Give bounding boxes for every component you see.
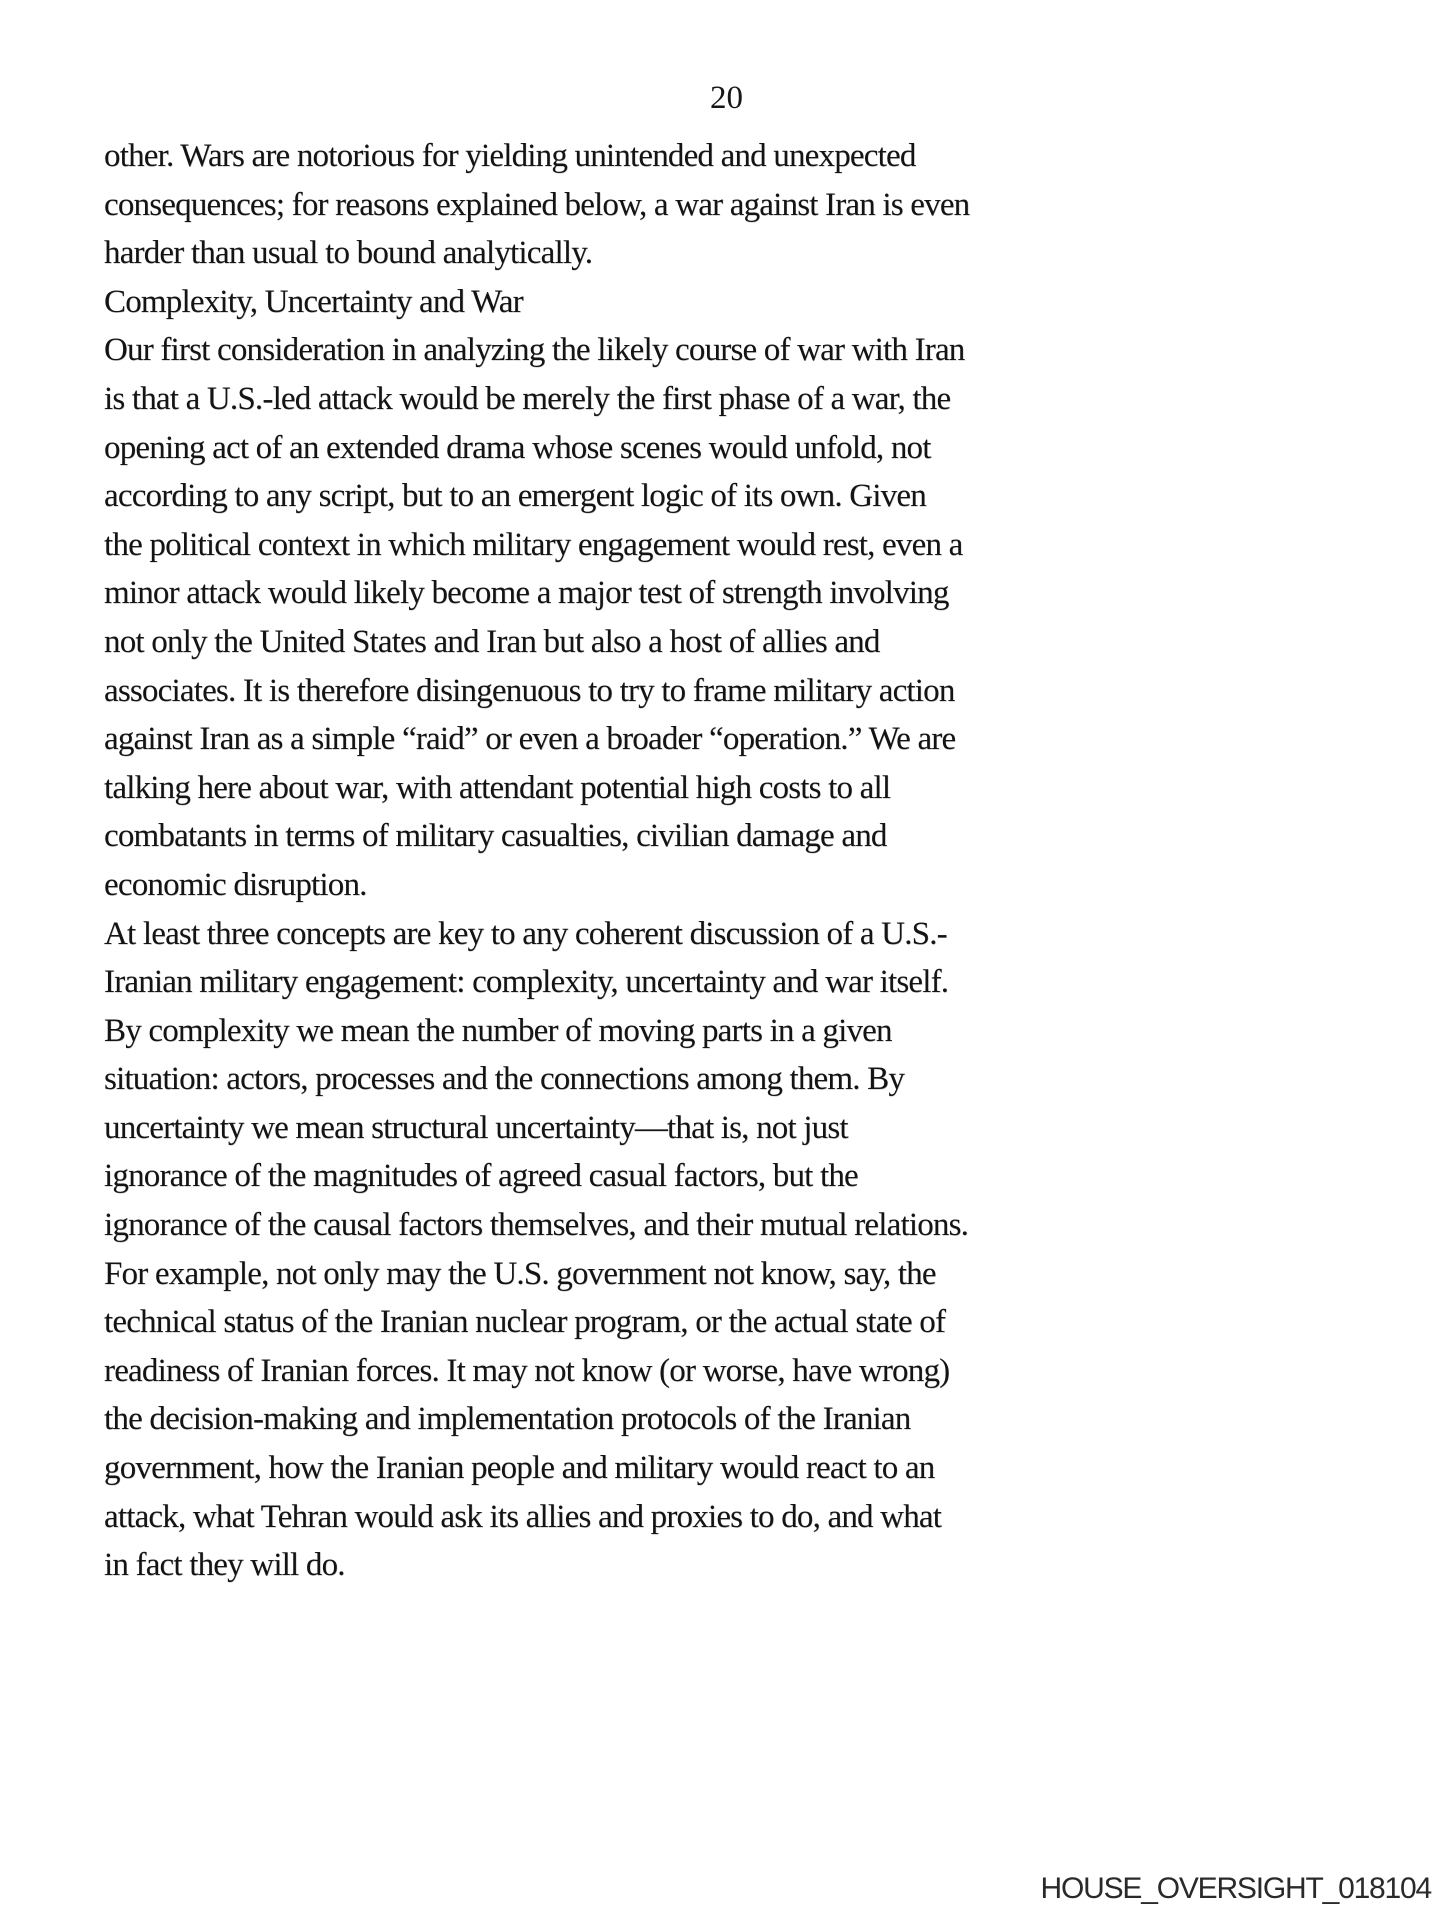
text-line: uncertainty we mean structural uncertainty—that is, not just [104,1109,848,1146]
text-line: against Iran as a simple “raid” or even a broader “operation.” We are [104,721,956,758]
text-line: associates. It is therefore disingenuous to try to frame military action [104,672,955,709]
text-line: is that a U.S.-led attack would be merely the first phase of a war, the [104,380,951,417]
text-line: economic disruption. [104,866,367,903]
text-line: ignorance of the magnitudes of agreed casual factors, but the [104,1158,858,1195]
text-line: harder than usual to bound analytically. [104,235,593,272]
document-body [104,132,1364,1590]
text-line: government, how the Iranian people and military would react to an [104,1450,935,1487]
text-line: technical status of the Iranian nuclear program, or the actual state of [104,1304,946,1341]
text-line: not only the United States and Iran but also a host of allies and [104,623,880,660]
text-line: talking here about war, with attendant potential high costs to all [104,769,891,806]
text-line: the decision-making and implementation protocols of the Iranian [104,1401,911,1438]
text-line: At least three concepts are key to any coherent discussion of a U.S.- [104,915,947,952]
text-line: ignorance of the causal factors themselves, and their mutual relations. [104,1207,969,1244]
text-line: opening act of an extended drama whose scenes would unfold, not [104,429,931,466]
text-line: situation: actors, processes and the connections among them. By [104,1061,905,1098]
text-line: according to any script, but to an emergent logic of its own. Given [104,478,926,515]
bates-number: HOUSE_OVERSIGHT_018104 [1040,1872,1431,1905]
text-line: readiness of Iranian forces. It may not know (or worse, have wrong) [104,1352,950,1389]
text-line: in fact they will do. [104,1547,345,1584]
text-line: the political context in which military engagement would rest, even a [104,526,963,563]
text-line: minor attack would likely become a major test of strength involving [104,575,949,612]
text-line: For example, not only may the U.S. government not know, say, the [104,1255,936,1292]
text-line: combatants in terms of military casualties, civilian damage and [104,818,887,855]
text-line: By complexity we mean the number of moving parts in a given [104,1012,892,1049]
text-line: attack, what Tehran would ask its allies and proxies to do, and what [104,1498,942,1535]
text-line: Iranian military engagement: complexity, uncertainty and war itself. [104,964,949,1001]
section-heading: Complexity, Uncertainty and War [104,283,523,320]
text-line: consequences; for reasons explained below, a war against Iran is even [104,186,970,223]
text-line: other. Wars are notorious for yielding unintended and unexpected [104,138,916,174]
text-line: Our first consideration in analyzing the likely course of war with Iran [104,332,965,369]
page-number: 20 [710,80,743,116]
